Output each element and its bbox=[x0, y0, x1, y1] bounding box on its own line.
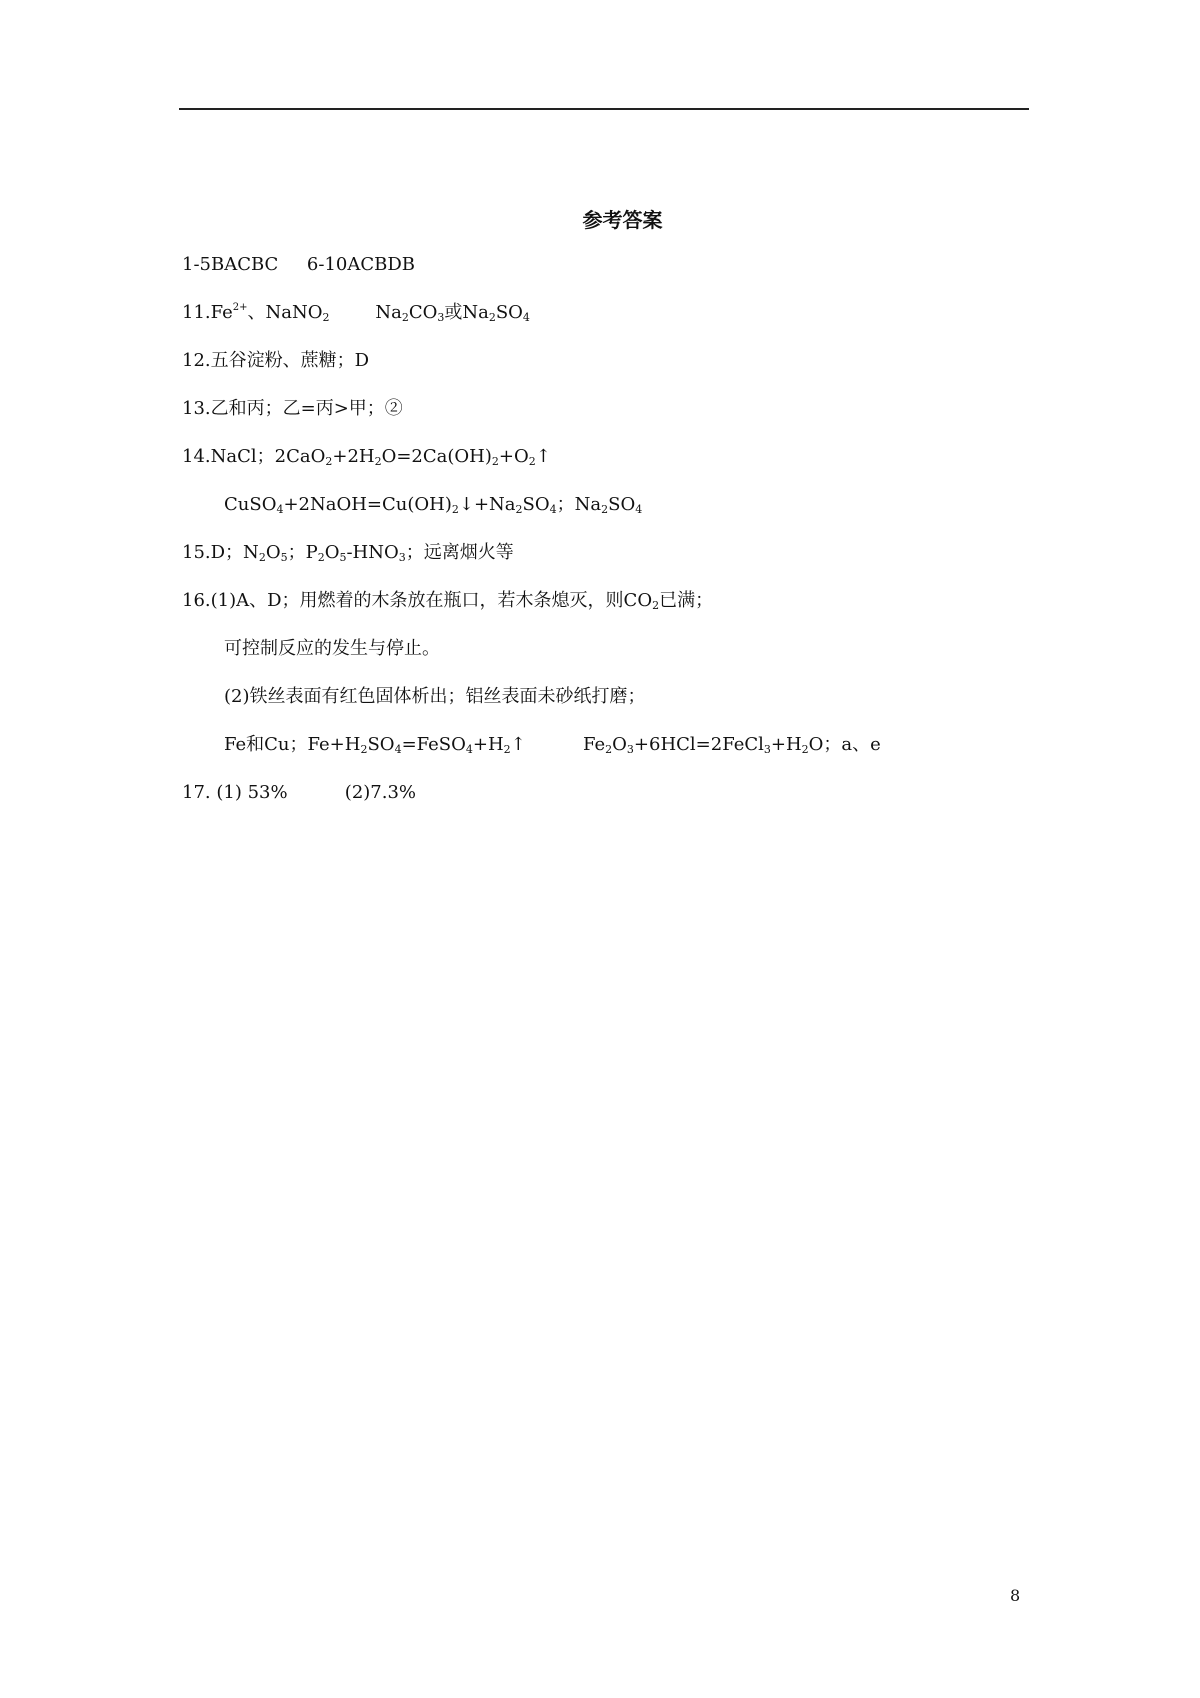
answer-line-16-part2: (2)铁丝表面有红色固体析出；铝丝表面未砂纸打磨； bbox=[224, 686, 646, 707]
answer-line-14: 14.NaCl；$2CaO_2+2H_2O=2Ca(OH)_2+O_2↑$ bbox=[182, 446, 551, 468]
answer-line-11: $11.Fe^{2+}$、NaNO$_2$ $Na_2CO_3$或$Na_2SO_4$ bbox=[182, 302, 530, 324]
answer-line-16: 16.(1)A、D；用燃着的木条放在瓶口，若木条熄灭，则$CO_2$已满； bbox=[182, 590, 714, 612]
answer-line-16-part2-cont: Fe和Cu；$Fe+H_2SO_4=FeSO_4+H_2↑$ $Fe_2O_3+6HCl=2FeCl_3+H_2O$；a、e bbox=[224, 734, 881, 756]
answer-line-16-cont: 可控制反应的发生与停止。 bbox=[224, 638, 440, 659]
answer-line-13: 13.乙和丙；乙=丙>甲；② bbox=[182, 398, 403, 419]
header-rule bbox=[179, 108, 1029, 110]
answer-line-12: 12.五谷淀粉、蔗糖；D bbox=[182, 350, 370, 371]
page-title: 参考答案 bbox=[582, 208, 663, 232]
answer-line-1-10: 1-5BACBC 6-10ACBDB bbox=[182, 254, 416, 275]
page-number: 8 bbox=[1010, 1586, 1021, 1605]
answer-line-14-cont: $CuSO_4+2NaOH=Cu(OH)_2↓+Na_2SO_4$；$Na_2SO_4$ bbox=[224, 494, 643, 516]
answer-line-15: 15.D；$N_2O_5$；$P_2O_5-HNO_3$；远离烟火等 bbox=[182, 542, 514, 564]
answer-line-17: 17. (1) 53% (2)7.3% bbox=[182, 782, 417, 803]
